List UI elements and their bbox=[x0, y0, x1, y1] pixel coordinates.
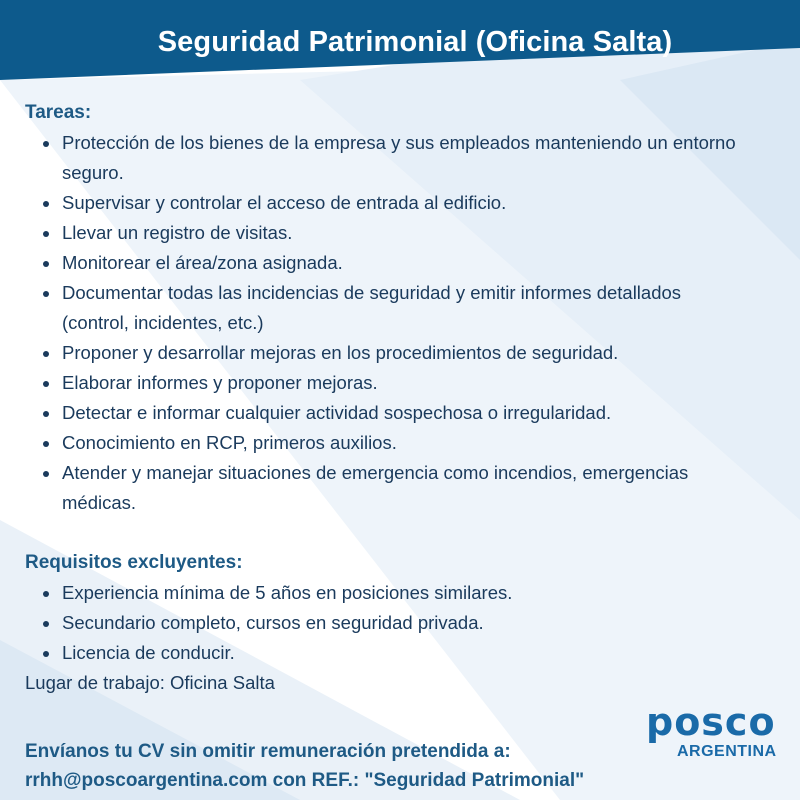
logo-wordmark: posco bbox=[646, 700, 776, 744]
list-item: Protección de los bienes de la empresa y sus empleados manteniendo un entorno seguro. bbox=[25, 128, 745, 188]
tasks-heading: Tareas: bbox=[25, 102, 92, 123]
contact-instruction: Envíanos tu CV sin omitir remuneración pretendida a: bbox=[25, 741, 511, 762]
list-item: Llevar un registro de visitas. bbox=[25, 218, 745, 248]
list-item: Supervisar y controlar el acceso de entrada al edificio. bbox=[25, 188, 745, 218]
list-item: Secundario completo, cursos en seguridad privada. bbox=[25, 608, 745, 638]
job-description bbox=[25, 98, 745, 698]
contact-info bbox=[25, 737, 584, 795]
list-item: Conocimiento en RCP, primeros auxilios. bbox=[25, 428, 745, 458]
list-item: Licencia de conducir. bbox=[25, 638, 745, 668]
posco-logo bbox=[646, 700, 786, 760]
list-item: Atender y manejar situaciones de emergencia como incendios, emergencias médicas. bbox=[25, 458, 745, 518]
list-item: Elaborar informes y proponer mejoras. bbox=[25, 368, 745, 398]
requirements-heading: Requisitos excluyentes: bbox=[25, 552, 243, 573]
list-item: Experiencia mínima de 5 años en posiciones similares. bbox=[25, 578, 745, 608]
list-item: Detectar e informar cualquier actividad sospechosa o irregularidad. bbox=[25, 398, 745, 428]
page-title: Seguridad Patrimonial (Oficina Salta) bbox=[157, 26, 673, 58]
workplace-text: Lugar de trabajo: Oficina Salta bbox=[25, 672, 275, 693]
requirements-list bbox=[25, 578, 745, 668]
contact-email-ref[interactable]: rrhh@poscoargentina.com con REF.: "Seguridad Patrimonial" bbox=[25, 770, 585, 791]
logo-subtitle: ARGENTINA bbox=[677, 743, 777, 760]
tasks-list bbox=[25, 128, 745, 518]
list-item: Documentar todas las incidencias de seguridad y emitir informes detallados (control, incidentes, etc.) bbox=[25, 278, 745, 338]
spacer bbox=[25, 518, 745, 548]
list-item: Monitorear el área/zona asignada. bbox=[25, 248, 745, 278]
list-item: Proponer y desarrollar mejoras en los procedimientos de seguridad. bbox=[25, 338, 745, 368]
